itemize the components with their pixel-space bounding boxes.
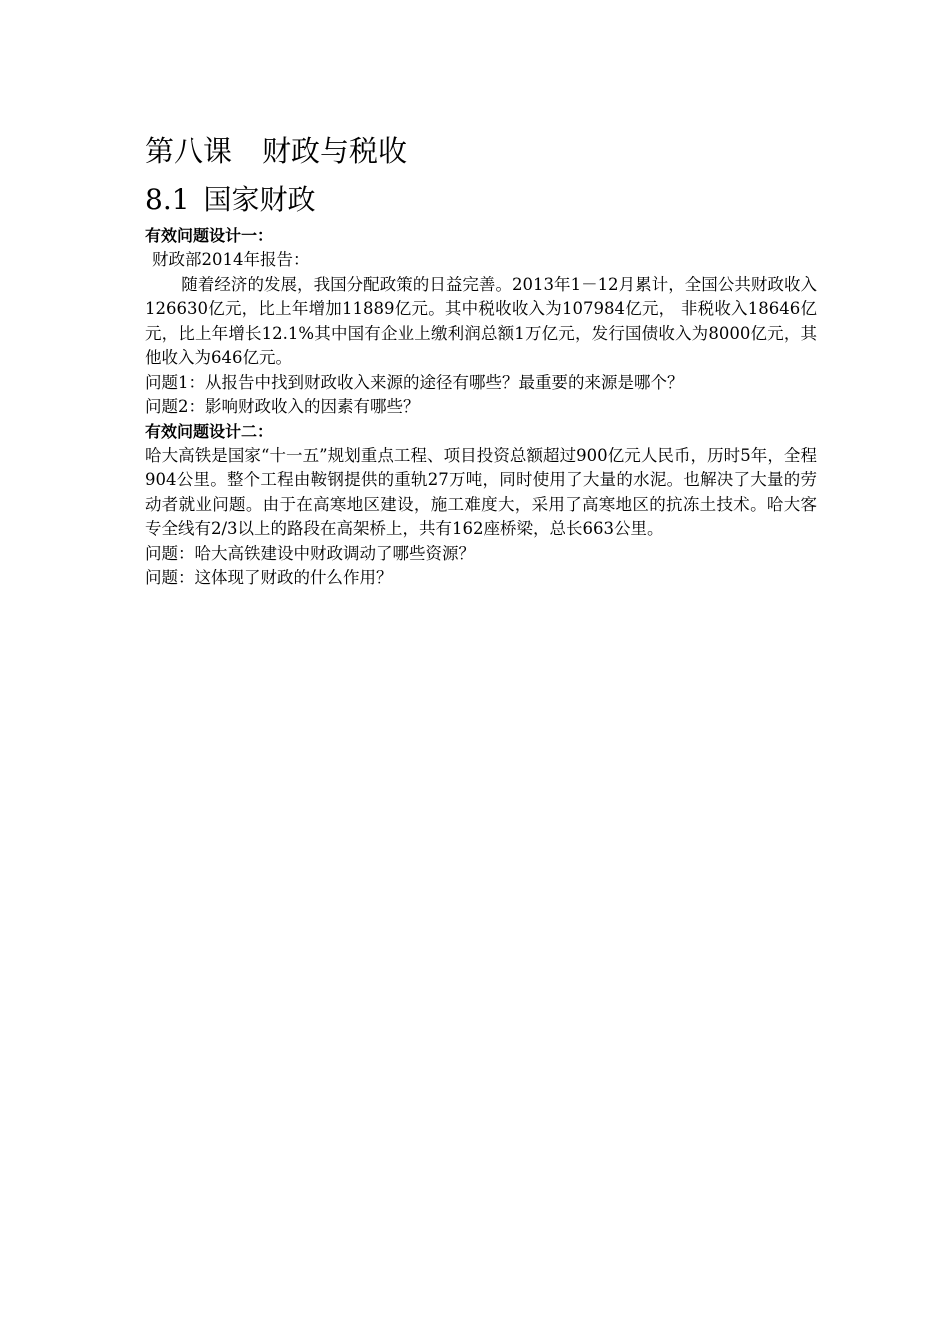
design-two-question-2: 问题：这体现了财政的什么作用？ bbox=[145, 568, 393, 587]
design-one-question-1: 问题1：从报告中找到财政收入来源的途径有哪些？最重要的来源是哪个？ bbox=[145, 372, 684, 392]
design-two-question-1: 问题：哈大高铁建设中财政调动了哪些资源？ bbox=[145, 543, 475, 563]
design-one-heading: 有效问题设计一： bbox=[145, 226, 274, 245]
section-title bbox=[145, 178, 817, 222]
section-name: 国家财政 bbox=[203, 183, 316, 216]
design-two-heading: 有效问题设计二： bbox=[145, 421, 274, 441]
section-number: 8.1 bbox=[145, 183, 190, 216]
lesson-name: 财政与税收 bbox=[262, 134, 408, 168]
document-page bbox=[145, 128, 817, 591]
design-one-question-2: 问题2：影响财政收入的因素有哪些？ bbox=[145, 397, 420, 416]
question-design-one bbox=[145, 224, 817, 420]
report-source: 财政部2014年报告： bbox=[152, 250, 310, 269]
report-body: 随着经济的发展，我国分配政策的日益完善。2013年1－12月累计，全国公共财政收入126630亿元，比上年增加11889亿元。其中税收收入为107984亿元， 非税收入18646亿元，比上年增长12.1%其中国有企业上缴利润总额1万亿元，发行国债收入为8000亿元，其他收入为646亿元。 bbox=[145, 274, 817, 367]
lesson-title bbox=[145, 128, 817, 174]
lesson-number: 第八课 bbox=[145, 134, 233, 168]
railway-body: 哈大高铁是国家“十一五”规划重点工程、项目投资总额超过900亿元人民币，历时5年，全程904公里。整个工程由鞍钢提供的重轨27万吨，同时使用了大量的水泥。也解决了大量的劳动者就业问题。由于在高寒地区建设，施工难度大，采用了高寒地区的抗冻土技术。哈大客专全线有2/3以上的路段在高架桥上，共有162座桥梁，总长663公里。 bbox=[145, 445, 817, 538]
question-design-two bbox=[145, 420, 817, 591]
